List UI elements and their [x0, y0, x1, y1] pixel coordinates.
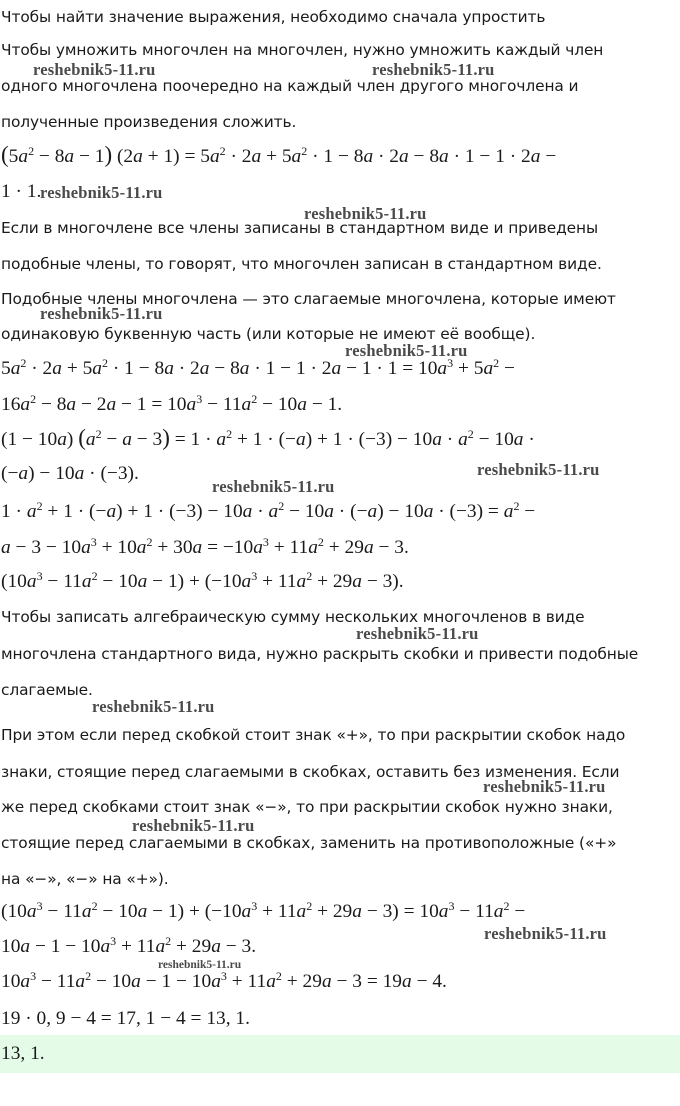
watermark: reshebnik5-11.ru [356, 624, 479, 643]
answer-value: 13, 1. [1, 1043, 45, 1064]
paragraph-multiply-rule-3: полученные произведения сложить. [1, 113, 297, 131]
watermark: reshebnik5-11.ru [483, 777, 606, 796]
equation-simplify-1-line-2: $16a^2 - 8a - 2a - 1 = 10a^3 - 11a^2 - 10a - 1$. [1, 392, 343, 415]
answer-box [0, 1035, 680, 1073]
watermark: reshebnik5-11.ru [40, 183, 163, 202]
equation-substitution: 19 · 0, 9 − 4 = 17, 1 − 4 = 13, 1. [1, 1008, 250, 1029]
paragraph-algebraic-sum-3: слагаемые. [1, 681, 93, 699]
watermark: reshebnik5-11.ru [477, 460, 600, 479]
watermark: reshebnik5-11.ru [40, 304, 163, 323]
equation-expansion-1-line-1: $(5a^2 - 8a - 1) (2a + 1) = 5a^2 \cdot 2a + 5a^2 \cdot 1 - 8a \cdot 2a - 8a \cdot 1 - 1 \cdot 2a$ − [1, 142, 557, 167]
paragraph-standard-form-1: Если в многочлене все члены записаны в стандартном виде и приведены [1, 219, 599, 237]
watermark: reshebnik5-11.ru [132, 816, 255, 835]
watermark: reshebnik5-11.ru [345, 341, 468, 360]
paragraph-algebraic-sum-1: Чтобы записать алгебраическую сумму нескольких многочленов в виде [1, 608, 585, 626]
paragraph-algebraic-sum-2: многочлена стандартного вида, нужно раскрыть скобки и привести подобные [1, 645, 639, 663]
equation-open-brackets-line-2: $10a - 1 - 10a^3 + 11a^2 + 29a - 3$. [1, 934, 257, 957]
paragraph-intro: Чтобы найти значение выражения, необходимо сначала упростить [1, 8, 546, 26]
equation-simplify-2-line-1: $1 \cdot a^2 + 1 \cdot (-a) + 1 \cdot (-3) - 10a \cdot a^2 - 10a \cdot (-a) - 10a \cdot (-3) = a^2$ − [1, 499, 536, 522]
paragraph-like-terms-2: одинаковую буквенную часть (или которые не имеют её вообще). [1, 325, 536, 343]
watermark: reshebnik5-11.ru [92, 697, 215, 716]
equation-open-brackets-line-1: $(10a^3 - 11a^2 - 10a - 1) + (-10a^3 + 11a^2 + 29a - 3) = 10a^3 - 11a^2$ − [1, 899, 526, 922]
watermark: reshebnik5-11.ru [484, 924, 607, 943]
equation-sum: $(10a^3 - 11a^2 - 10a - 1) + (-10a^3 + 11a^2 + 29a - 3)$. [1, 569, 404, 592]
paragraph-sign-rule-5: на «−», «−» на «+»). [1, 870, 169, 888]
equation-simplify-1-line-1: $5a^2 \cdot 2a + 5a^2 \cdot 1 - 8a \cdot 2a - 8a \cdot 1 - 1 \cdot 2a - 1 \cdot 1 = 10a^3 + 5a^2$ − [1, 356, 515, 379]
equation-expansion-2-line-1: (1 − 10a) $(a^2 - a - 3) = 1 \cdot a^2 + 1 \cdot (-a) + 1 \cdot (-3) - 10a \cdot a^2 - 10a$ · [1, 425, 535, 450]
paragraph-multiply-rule-1: Чтобы умножить многочлен на многочлен, нужно умножить каждый член [1, 41, 604, 59]
watermark: reshebnik5-11.ru [304, 204, 427, 223]
paragraph-sign-rule-2: знаки, стоящие перед слагаемыми в скобках, оставить без изменения. Если [1, 763, 620, 781]
watermark: reshebnik5-11.ru [33, 60, 156, 79]
watermark: reshebnik5-11.ru [158, 959, 242, 971]
paragraph-multiply-rule-2: одного многочлена поочередно на каждый член другого многочлена и [1, 77, 579, 95]
paragraph-like-terms-1: Подобные члены многочлена — это слагаемые многочлена, которые имеют [1, 290, 616, 308]
equation-expansion-2-line-2: (−a) − 10a · (−3). [1, 463, 139, 484]
paragraph-sign-rule-3: же перед скобками стоит знак «−», то при раскрытии скобок нужно знаки, [1, 798, 613, 816]
equation-result: $10a^3 - 11a^2 - 10a - 1 - 10a^3 + 11a^2 + 29a - 3 = 19a - 4$. [1, 969, 447, 992]
watermark: reshebnik5-11.ru [372, 60, 495, 79]
paragraph-sign-rule-1: При этом если перед скобкой стоит знак «+», то при раскрытии скобок надо [1, 726, 626, 744]
equation-simplify-2-line-2: $a - 3 - 10a^3 + 10a^2 + 30a = -10a^3 + 11a^2 + 29a - 3$. [1, 535, 409, 558]
paragraph-sign-rule-4: стоящие перед слагаемыми в скобках, заменить на противоположные («+» [1, 834, 617, 852]
watermark: reshebnik5-11.ru [212, 477, 335, 496]
paragraph-standard-form-2: подобные члены, то говорят, что многочлен записан в стандартном виде. [1, 255, 602, 273]
equation-expansion-1-line-2: 1 · 1. [1, 181, 42, 202]
